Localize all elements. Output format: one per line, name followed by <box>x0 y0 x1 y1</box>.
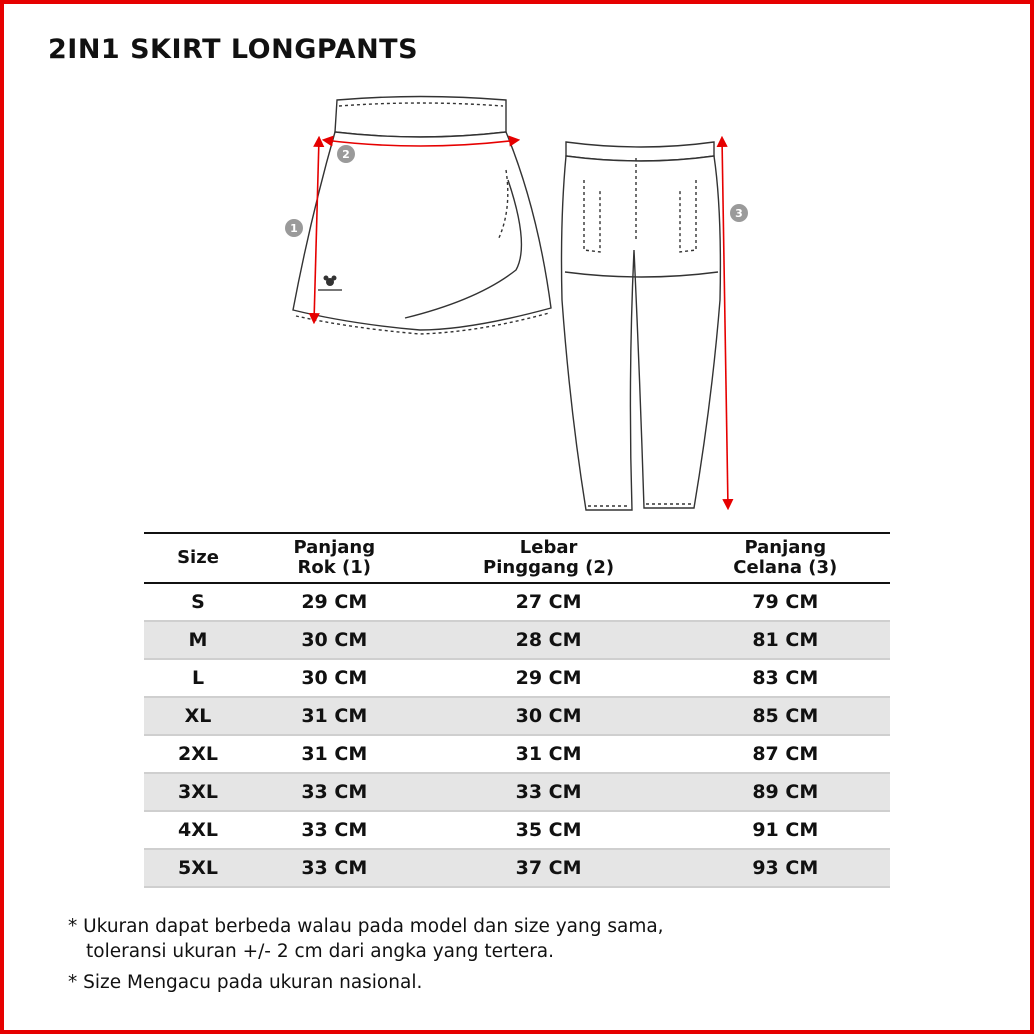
cell-pants-length: 89 CM <box>681 773 890 811</box>
cell-size: L <box>144 659 252 697</box>
header-skirt-length: Panjang Rok (1) <box>252 533 417 583</box>
size-chart-table <box>144 532 890 888</box>
cell-size: 5XL <box>144 849 252 887</box>
cell-size: S <box>144 583 252 621</box>
cell-pants-length: 85 CM <box>681 697 890 735</box>
header-waist-width: Lebar Pinggang (2) <box>417 533 681 583</box>
table-row <box>144 811 890 849</box>
table-row <box>144 659 890 697</box>
page-title: 2IN1 SKIRT LONGPANTS <box>48 34 419 65</box>
table-row <box>144 735 890 773</box>
cell-size: 2XL <box>144 735 252 773</box>
cell-skirt-length: 29 CM <box>252 583 417 621</box>
skirt-drawing <box>293 97 551 335</box>
footnote-national-size: * Size Mengacu pada ukuran nasional. <box>68 972 423 993</box>
cell-waist-width: 37 CM <box>417 849 681 887</box>
cell-size: 4XL <box>144 811 252 849</box>
cell-pants-length: 87 CM <box>681 735 890 773</box>
cell-size: 3XL <box>144 773 252 811</box>
cell-skirt-length: 31 CM <box>252 697 417 735</box>
cell-skirt-length: 33 CM <box>252 849 417 887</box>
table-row <box>144 697 890 735</box>
cell-skirt-length: 33 CM <box>252 811 417 849</box>
cell-waist-width: 31 CM <box>417 735 681 773</box>
marker-3 <box>730 204 748 222</box>
cell-skirt-length: 30 CM <box>252 621 417 659</box>
header-size: Size <box>144 533 252 583</box>
pants-length-line <box>722 138 728 508</box>
cell-pants-length: 81 CM <box>681 621 890 659</box>
cell-waist-width: 28 CM <box>417 621 681 659</box>
table-row <box>144 583 890 621</box>
cell-skirt-length: 33 CM <box>252 773 417 811</box>
pants-drawing <box>562 142 721 510</box>
cell-waist-width: 29 CM <box>417 659 681 697</box>
cell-size: M <box>144 621 252 659</box>
cell-pants-length: 93 CM <box>681 849 890 887</box>
cell-pants-length: 79 CM <box>681 583 890 621</box>
marker-2 <box>337 145 355 163</box>
table-header-row <box>144 533 890 583</box>
footnote-tolerance: * Ukuran dapat berbeda walau pada model dan size yang sama, <box>68 916 664 937</box>
cell-size: XL <box>144 697 252 735</box>
table-row <box>144 849 890 887</box>
marker-1 <box>285 219 303 237</box>
table-row <box>144 621 890 659</box>
cell-pants-length: 83 CM <box>681 659 890 697</box>
header-pants-length: Panjang Celana (3) <box>681 533 890 583</box>
footnote-tolerance-cont: toleransi ukuran +/- 2 cm dari angka yang tertera. <box>86 941 555 962</box>
svg-text:2: 2 <box>342 148 350 161</box>
cell-skirt-length: 31 CM <box>252 735 417 773</box>
footnotes <box>68 914 664 995</box>
cell-skirt-length: 30 CM <box>252 659 417 697</box>
svg-text:3: 3 <box>735 207 743 220</box>
svg-text:1: 1 <box>290 222 298 235</box>
cell-waist-width: 30 CM <box>417 697 681 735</box>
cell-pants-length: 91 CM <box>681 811 890 849</box>
cell-waist-width: 35 CM <box>417 811 681 849</box>
cell-waist-width: 33 CM <box>417 773 681 811</box>
cell-waist-width: 27 CM <box>417 583 681 621</box>
table-row <box>144 773 890 811</box>
